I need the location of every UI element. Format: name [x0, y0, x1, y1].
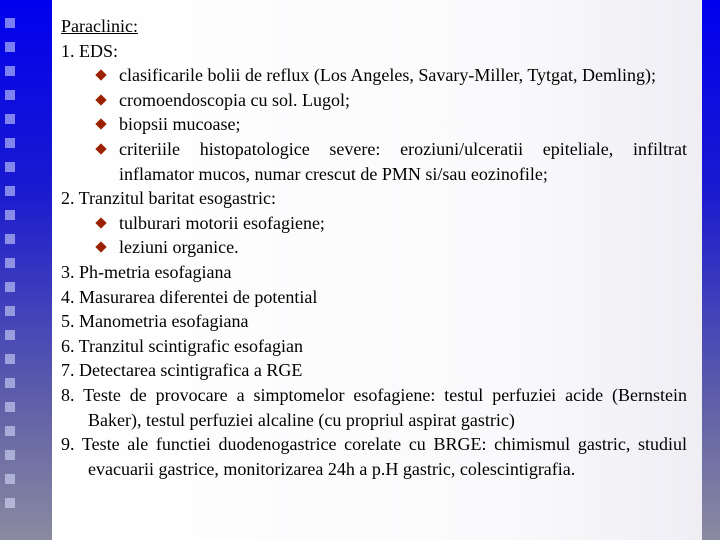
- bullet-text: biopsii mucoase;: [119, 114, 241, 135]
- list-item-4: 4. Masurarea diferentei de potential: [61, 286, 318, 307]
- bullet-text: cromoendoscopia cu sol. Lugol;: [119, 89, 350, 110]
- bullet-item: [61, 137, 687, 186]
- list-item-2: 2. Tranzitul baritat esogastric:: [61, 188, 276, 209]
- decor-square: [5, 474, 15, 484]
- decor-square: [5, 234, 15, 244]
- bullet-item: [61, 88, 687, 113]
- decor-square: [5, 186, 15, 196]
- diamond-bullet-icon: [95, 242, 106, 253]
- bullet-text: criteriile histopatologice severe: eroziuni/ulceratii epiteliale, infiltrat inflamator mucos, numar crescut de PMN si/sau eozinofile;: [119, 138, 687, 184]
- decor-square: [5, 66, 15, 76]
- list-item-6: 6. Tranzitul scintigrafic esofagian: [61, 335, 303, 356]
- slide-text: [61, 14, 687, 481]
- decor-square: [5, 210, 15, 220]
- bullet-item: [61, 235, 687, 260]
- decor-square: [5, 378, 15, 388]
- decor-square: [5, 306, 15, 316]
- list-item-5: 5. Manometria esofagiana: [61, 311, 249, 332]
- decor-square: [5, 138, 15, 148]
- bullet-item: [61, 63, 687, 88]
- bullet-text: leziuni organice.: [119, 237, 239, 258]
- bullet-item: [61, 211, 687, 236]
- decor-square: [5, 162, 15, 172]
- diamond-bullet-icon: [95, 94, 106, 105]
- decor-square: [5, 498, 15, 508]
- decor-square: [5, 330, 15, 340]
- slide-heading: Paraclinic:: [61, 16, 138, 36]
- decor-square: [5, 258, 15, 268]
- list-item-1: 1. EDS:: [61, 40, 119, 61]
- decor-square: [5, 114, 15, 124]
- bullet-text: tulburari motorii esofagiene;: [119, 212, 325, 233]
- bullet-item: [61, 112, 687, 137]
- decor-square: [5, 18, 15, 28]
- decor-square: [5, 450, 15, 460]
- bullet-text: clasificarile bolii de reflux (Los Angeles, Savary-Miller, Tytgat, Demling);: [119, 65, 657, 86]
- list-item-8: 8. Teste de provocare a simptomelor esofagiene: testul perfuziei acide (Bernstein Baker), testul perfuziei alcaline (cu propriul aspirat gastric): [61, 384, 687, 430]
- list-item-7: 7. Detectarea scintigrafica a RGE: [61, 360, 303, 381]
- list-item-9: 9. Teste ale functiei duodenogastrice corelate cu BRGE: chimismul gastric, studiul evacuarii gastrice, monitorizarea 24h a p.H gastric, colescintigrafia.: [61, 434, 687, 479]
- decor-square: [5, 354, 15, 364]
- diamond-bullet-icon: [95, 70, 106, 81]
- diamond-bullet-icon: [95, 217, 106, 228]
- slide-content-panel: [52, 0, 702, 540]
- decor-square: [5, 90, 15, 100]
- decor-square: [5, 282, 15, 292]
- list-item-3: 3. Ph-metria esofagiana: [61, 261, 232, 282]
- decorative-square-column: [0, 0, 24, 540]
- decor-square: [5, 402, 15, 412]
- decor-square: [5, 42, 15, 52]
- diamond-bullet-icon: [95, 143, 106, 154]
- decor-square: [5, 426, 15, 436]
- diamond-bullet-icon: [95, 119, 106, 130]
